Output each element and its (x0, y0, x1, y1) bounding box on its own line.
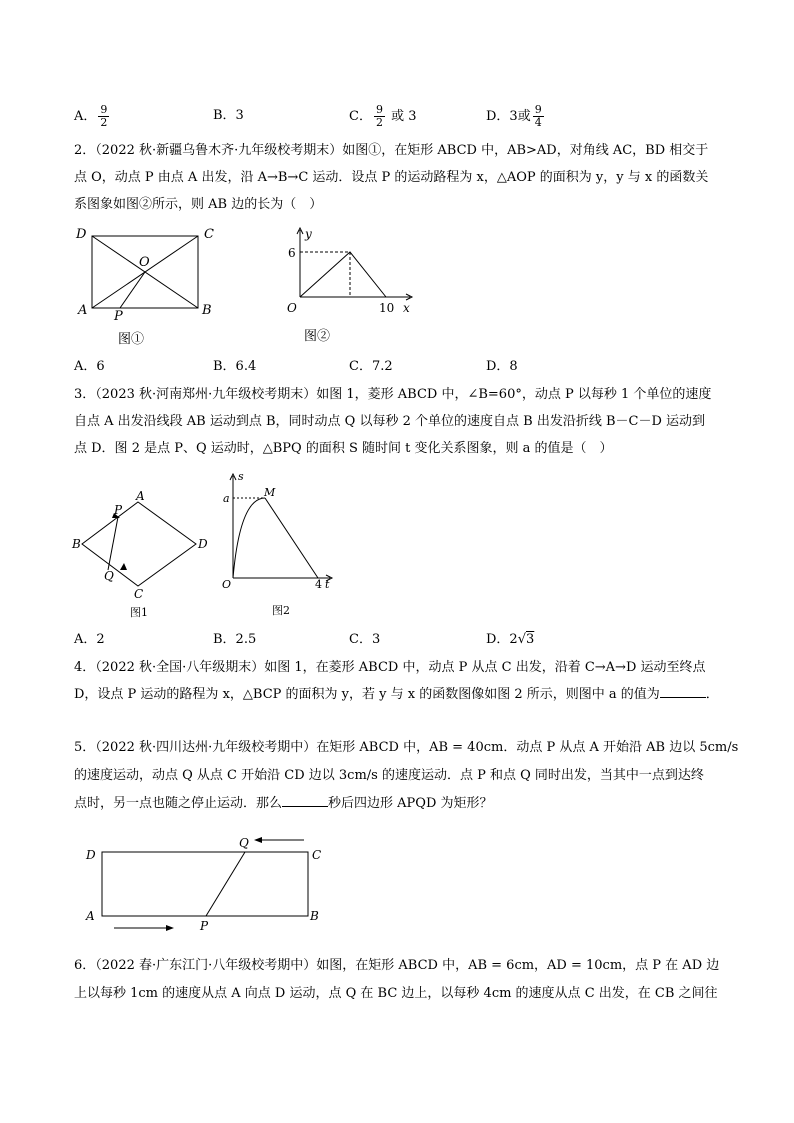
q3-figure-2 (218, 470, 348, 620)
q3-fig1-label-p: P (114, 503, 123, 517)
q5-fig-segment-pq (206, 852, 245, 916)
q5-text-line-2: 的速度运动，动点 Q 从点 C 开始沿 CD 边以 3cm/s 的速度运动．点 P 和点 Q 同时出发，当其中一点到达终 (74, 768, 704, 783)
q4-text-line-2-main: D，设点 P 运动的路程为 x，△BCP 的面积为 y，若 y 与 x 的函数图像如图 2 所示，则图中 a 的值为 (74, 687, 660, 702)
q3-fig2-caption: 图2 (272, 604, 290, 617)
q2-fig1-label-d: D (76, 227, 87, 242)
q1-d-denominator: 4 (534, 116, 542, 129)
q2-text-line-3: 系图象如图②所示，则 AB 边的长为（ ） (74, 197, 323, 212)
q2-fig1-caption: 图① (118, 332, 145, 347)
q1-option-a (74, 104, 111, 129)
q3-fig2-label-m: M (264, 486, 276, 499)
q2-fig2-caption: 图② (304, 329, 331, 344)
q3-fig1-caption: 图1 (130, 606, 148, 619)
q4-text-line-1: 4．（2022 秋·全国·八年级期末）如图 1，在菱形 ABCD 中，动点 P 从点 C 出发，沿着 C→A→D 运动至终点 (74, 660, 706, 675)
q3-fig2-label-o: O (222, 578, 232, 591)
q3-fig1-label-b: B (72, 537, 81, 551)
q3-fig2-label-four: 4 (315, 578, 322, 591)
q2-fig2-label-y: y (305, 227, 312, 241)
q3-option-c: C．3 (349, 632, 381, 647)
q5-fig-rectangle (102, 852, 308, 916)
q1-option-b: B．3 (213, 108, 244, 123)
q1-option-c-label: C． (349, 109, 372, 124)
q3-option-d-sqrt: √3 (517, 632, 535, 647)
q1-option-d (486, 104, 546, 129)
q3-option-d (486, 630, 534, 650)
q3-fig1-arrow-q (120, 563, 127, 570)
q3-figure-1 (68, 490, 218, 622)
q5-text-line-3b: 秒后四边形 APQD 为矩形？ (328, 796, 493, 811)
q2-fig1-label-b: B (202, 303, 212, 318)
q3-fig2-curve (233, 498, 265, 578)
q4-text-line-2 (74, 685, 719, 705)
q5-fig-label-p: P (200, 919, 209, 933)
q5-text-line-3a: 点时，另一点也随之停止运动．那么 (74, 796, 283, 811)
q1-a-denominator: 2 (100, 116, 108, 129)
q2-fig1-segment-op (120, 272, 145, 308)
q2-fig1-label-c: C (204, 227, 214, 242)
q1-option-d-label: D．3或 (486, 109, 531, 124)
q6-text-line-1: 6．（2022 春·广东江门·八年级校考期中）如图，在矩形 ABCD 中，AB = 6cm，AD = 10cm，点 P 在 AD 边 (74, 958, 720, 973)
q3-fig1-rhombus (82, 502, 196, 586)
q1-option-a-label: A． (74, 109, 97, 124)
q3-text-line-1: 3．（2023 秋·河南郑州·九年级校考期末）如图 1，菱形 ABCD 中，∠B=60°，动点 P 以每秒 1 个单位的速度 (74, 387, 712, 402)
q2-text-line-2: 点 O，动点 P 由点 A 出发，沿 A→B→C 运动．设点 P 的运动路程为 x，△AOP 的面积为 y，y 与 x 的函数关 (74, 170, 709, 185)
q3-fig1-label-a: A (136, 489, 145, 503)
q5-text-line-3 (74, 794, 493, 814)
q2-fig2-label-x: x (403, 301, 410, 315)
q5-fig-label-b: B (310, 909, 319, 923)
q2-fig2-graph (300, 252, 386, 297)
q3-fig1-label-c: C (134, 587, 144, 601)
q3-fig1-label-d: D (198, 537, 208, 551)
q1-option-d-fraction (533, 104, 544, 129)
q1-a-numerator: 9 (100, 103, 108, 116)
q3-option-b: B．2.5 (213, 632, 257, 647)
q3-fig2-label-s: s (238, 470, 244, 483)
q3-fig2-label-t: t (325, 578, 330, 591)
q2-option-b: B．6.4 (213, 359, 257, 374)
q2-figure-1 (70, 222, 230, 352)
q5-answer-blank (282, 794, 328, 807)
q2-fig2-label-ten: 10 (379, 301, 395, 315)
q3-text-line-3: 点 D．图 2 是点 P、Q 运动时，△BPQ 的面积 S 随时间 t 变化关系图象，则 a 的值是（ ） (74, 441, 613, 456)
q2-fig1-label-p: P (114, 309, 123, 324)
q1-c-numerator: 9 (375, 103, 383, 116)
q2-fig1-label-a: A (78, 303, 88, 318)
q2-option-c: C．7.2 (349, 359, 393, 374)
q2-figure-2 (270, 222, 430, 352)
q6-text-line-2: 上以每秒 1cm 的速度从点 A 向点 D 运动，点 Q 在 BC 边上，以每秒 4cm 的速度从点 C 出发，在 CB 之间往 (74, 986, 718, 1001)
q3-fig2-line (265, 498, 318, 578)
q5-fig-label-q: Q (239, 836, 249, 850)
q2-option-a: A．6 (74, 359, 105, 374)
q1-option-a-fraction (98, 104, 109, 129)
q3-option-d-label: D．2 (486, 632, 518, 647)
q5-figure (82, 832, 332, 937)
q3-text-line-2: 自点 A 出发沿线段 AB 运动到点 B，同时动点 Q 以每秒 2 个单位的速度自点 B 出发沿折线 B－C－D 运动到 (74, 414, 706, 429)
q5-fig-label-c: C (312, 848, 322, 862)
q3-option-d-radicand: 3 (526, 632, 535, 647)
q5-fig-arrow-top-head (254, 837, 262, 843)
q2-text-line-1: 2．（2022 秋·新疆乌鲁木齐·九年级校考期末）如图①，在矩形 ABCD 中，AB>AD，对角线 AC，BD 相交于 (74, 143, 709, 158)
q5-fig-label-a: A (86, 909, 95, 923)
q1-option-c (349, 104, 417, 129)
q2-option-d: D．8 (486, 359, 518, 374)
q1-d-numerator: 9 (534, 103, 542, 116)
q4-text-line-2-end: ． (705, 687, 719, 702)
q2-fig2-label-o: O (287, 301, 297, 315)
q2-fig2-label-six: 6 (288, 246, 296, 260)
q4-answer-blank (660, 685, 706, 698)
q2-fig1-label-o: O (139, 255, 150, 270)
q3-fig2-label-a: a (223, 492, 230, 505)
q3-fig1-segment-pq (108, 517, 118, 570)
q5-text-line-1: 5．（2022 秋·四川达州·九年级校考期中）在矩形 ABCD 中，AB = 40cm．动点 P 从点 A 开始沿 AB 边以 5cm/s (74, 740, 739, 755)
q5-fig-arrow-bottom-head (166, 925, 174, 931)
q3-fig1-label-q: Q (104, 569, 114, 583)
q3-option-a: A．2 (74, 632, 105, 647)
q1-option-c-tail: 或 3 (391, 109, 417, 124)
q5-fig-label-d: D (86, 848, 96, 862)
q1-option-c-fraction (374, 104, 385, 129)
q1-c-denominator: 2 (375, 116, 383, 129)
